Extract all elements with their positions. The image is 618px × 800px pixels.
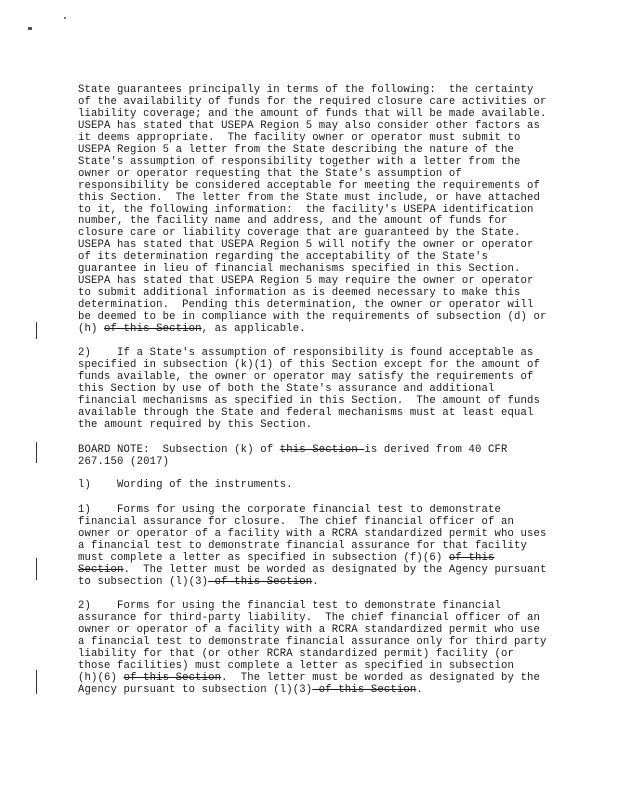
- struck-text: of this Section: [104, 323, 202, 336]
- paragraph-state-guarantees: [78, 85, 547, 336]
- text-run: guarantee in lieu of financial mechanisms specified in this Section.: [78, 263, 521, 276]
- text-run: this Section. The letter from the State must include, or have attached: [78, 191, 541, 204]
- text-run: . The letter must be worded as designated by the Agency pursuant: [123, 563, 547, 576]
- revision-bar: [36, 322, 37, 339]
- text-run: to subsection (l)(3): [78, 575, 209, 588]
- text-run: (h): [78, 323, 105, 336]
- text-run: owner or operator of a facility with a RCRA standardized permit who use: [78, 623, 541, 636]
- text-run: USEPA Region 5 a letter from the State describing the nature of the: [78, 143, 514, 156]
- text-run: .: [312, 575, 319, 588]
- text-run: the amount required by this Section.: [78, 418, 313, 431]
- text-run: . The letter must be worded as designated by the: [221, 671, 541, 684]
- paragraph-item-2-third-party-liability: [78, 601, 547, 697]
- text-line: [78, 577, 547, 589]
- struck-text: this Section: [279, 444, 365, 456]
- paragraph-board-note: [78, 445, 508, 469]
- text-line: [78, 420, 540, 432]
- text-run: assurance for third-party liability. The chief financial officer of an: [78, 611, 541, 624]
- text-run: 267.150 (2017): [78, 455, 170, 468]
- text-run: 2) Forms for using the financial test to demonstrate financial: [78, 600, 501, 612]
- text-run: 1) Forms for using the corporate financial test to demonstrate: [78, 504, 501, 516]
- text-run: financial mechanisms as specified in this Section. The amount of funds: [78, 394, 541, 407]
- paragraph-item-2-state-assumption: [78, 348, 540, 432]
- text-run: number, the facility name and address, and the amount of funds for: [78, 215, 508, 228]
- text-run: must complete a letter as specified in subsection (f)(6): [78, 551, 449, 564]
- text-run: (h)(6): [78, 671, 124, 684]
- text-line: [78, 480, 293, 492]
- text-run: , as applicable.: [201, 323, 306, 336]
- paragraph-item-1-corporate-financial-test: [78, 505, 547, 589]
- revision-bar: [36, 558, 37, 580]
- struck-text: of this Section: [123, 671, 222, 684]
- text-run: liability for that (or other RCRA standardized permit) facility (or: [78, 647, 514, 660]
- text-run: a financial test to demonstrate financial assurance only for third party: [78, 635, 547, 648]
- text-line: [78, 685, 547, 697]
- revision-bar: [36, 442, 37, 463]
- revision-bar: [36, 670, 37, 694]
- text-run: owner or operator of a facility with a RCRA standardized permit who uses: [78, 527, 547, 540]
- text-run: is derived from 40 CFR: [364, 444, 508, 456]
- text-run: be deemed to be in compliance with the requirements of subsection (d) or: [78, 311, 547, 324]
- text-run: State's assumption of responsibility together with a letter from the: [78, 155, 521, 168]
- text-run: those facilities) must complete a letter as specified in subsection: [78, 659, 514, 672]
- scan-artifact-dot: [64, 17, 66, 19]
- text-run: financial assurance for closure. The chief financial officer of an: [78, 515, 514, 528]
- text-run: liability coverage; and the amount of funds that will be made available.: [78, 107, 547, 120]
- text-run: l) Wording of the instruments.: [78, 479, 293, 491]
- struck-text: of this Section: [312, 683, 417, 696]
- text-run: of its determination regarding the acceptability of the State's: [78, 251, 488, 264]
- struck-text: Section: [78, 563, 124, 576]
- text-run: determination. Pending this determination, the owner or operator will: [78, 299, 534, 312]
- text-run: funds available, the owner or operator may satisfy the requirements of: [78, 370, 534, 383]
- text-run: closure care or liability coverage that are guaranteed by the State.: [78, 227, 521, 240]
- text-run: of the availability of funds for the required closure care activities or: [78, 95, 547, 108]
- text-run: to it, the following information: the facility's USEPA identification: [78, 203, 534, 216]
- text-run: to submit additional information as is deemed necessary to make this: [78, 287, 521, 300]
- text-run: Agency pursuant to subsection (l)(3): [78, 683, 313, 696]
- paragraph-wording-of-instruments: [78, 480, 293, 492]
- text-run: a financial test to demonstrate financial assurance for that facility: [78, 539, 528, 552]
- text-run: USEPA has stated that USEPA Region 5 may also consider other factors as: [78, 119, 541, 132]
- text-run: responsibility be considered acceptable for meeting the requirements of: [78, 179, 541, 192]
- text-line: [78, 457, 508, 469]
- text-run: 2) If a State's assumption of responsibility is found acceptable as: [78, 347, 534, 359]
- text-run: available through the State and federal mechanisms must at least equal: [78, 406, 534, 419]
- text-run: USEPA has stated that USEPA Region 5 will notify the owner or operator: [78, 239, 534, 252]
- text-run: specified in subsection (k)(1) of this Section except for the amount of: [78, 358, 541, 371]
- text-run: it deems appropriate. The facility owner or operator must submit to: [78, 131, 521, 144]
- text-line: [78, 324, 547, 336]
- struck-text: of this: [448, 551, 495, 564]
- text-run: USEPA has stated that USEPA Region 5 may require the owner or operator: [78, 275, 534, 288]
- text-run: this Section by use of both the State's assurance and additional: [78, 382, 495, 395]
- text-run: .: [416, 683, 423, 696]
- struck-text: of this Section: [208, 575, 313, 588]
- text-run: State guarantees principally in terms of the following: the certainty: [78, 84, 534, 96]
- scan-artifact-mark: [28, 27, 32, 30]
- text-run: owner or operator requesting that the State's assumption of: [78, 167, 462, 180]
- text-run: BOARD NOTE: Subsection (k) of: [78, 444, 280, 456]
